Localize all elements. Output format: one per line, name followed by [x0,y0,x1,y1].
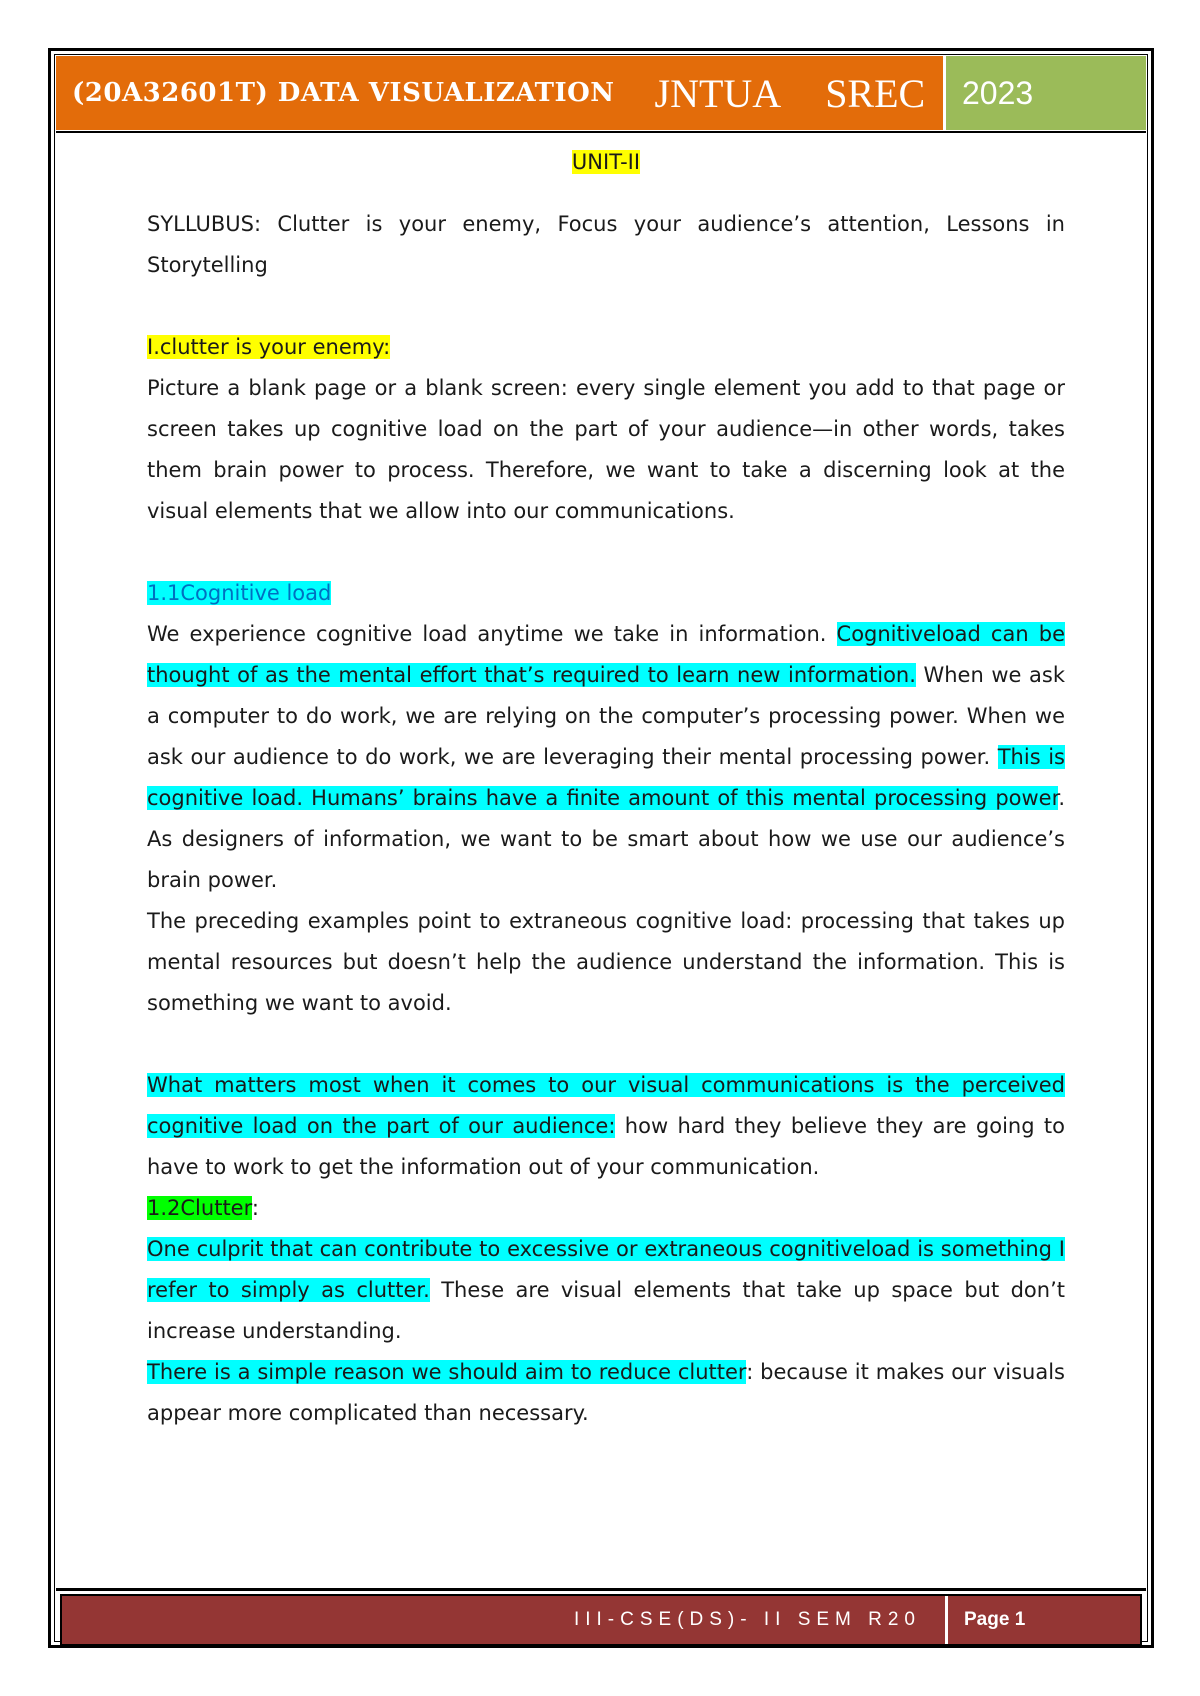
section12-p2-highlight: There is a simple reason we should aim to reduce clutter [147,1360,747,1384]
section12-heading: 1.2Clutter [147,1196,252,1220]
section11-heading: 1.1Cognitive load [147,581,332,605]
section11-paragraph3 [147,1065,1065,1188]
university-name: JNTUA [654,70,782,116]
section11-paragraph1 [147,614,1065,901]
year-label: 2023 [962,74,1034,111]
footer-semester-band [62,1596,948,1644]
section11-paragraph2: The preceding examples point to extraneous cognitive load: processing that takes up mental resources but doesn’t help the audience understand the information. This is something we want to avoid. [147,909,1065,1015]
document-body [147,140,1065,1434]
page-number: Page 1 [964,1609,1026,1630]
section12-p1-text: These are visual elements that take up space but don’t increase understanding. [147,1278,1066,1343]
section1-body: Picture a blank page or a blank screen: every single element you add to that page or screen takes up cognitive load on the part of your audience—in other words, takes them brain power to process. Therefore, we want to take a discerning look at the visual elements that we allow into our communications. [147,376,1065,523]
spacer [147,1024,1065,1065]
section1-heading-line [147,327,1065,368]
unit-title-wrap [147,140,1065,184]
footer-divider [56,1588,1146,1591]
syllabus-text: SYLLUBUS: Clutter is your enemy, Focus your audience’s attention, Lessons in Storytelling [147,212,1065,277]
section11-p1-highlight-b: This is cognitive load. Humans’ brains have a finite amount of this mental processing power [147,745,1065,810]
section12-heading-line [147,1188,1065,1229]
section11-p1-text-c: . As designers of information, we want to be smart about how we use our audience’s brain power. [147,786,1065,892]
section11-p1-highlight-a: Cognitiveload can be thought of as the mental effort that’s required to learn new information. [147,622,1065,687]
section12-paragraph1 [147,1229,1065,1352]
section12-heading-suffix: : [251,1196,259,1220]
section11-p3-highlight: What matters most when it comes to our visual communications is the perceived cognitive load on the part of our audience: [147,1073,1065,1138]
unit-title: UNIT-II [571,150,641,174]
section11-p1-text-b: When we ask a computer to do work, we are relying on the computer’s processing power. When we ask our audience to do work, we are leveraging their mental processing power. [147,663,1065,769]
section12-p2-text: : because it makes our visuals appear more complicated than necessary. [147,1360,1065,1425]
section11-p3-text: how hard they believe they are going to have to work to get the information out of your communication. [147,1114,1065,1179]
header-title-band [56,56,946,130]
section12-paragraph2 [147,1352,1065,1434]
spacer [147,184,1065,204]
header-year-band [946,56,1146,130]
spacer [147,286,1065,327]
college-name: SREC [825,70,926,116]
page-header [56,56,1146,130]
page-footer [60,1594,1142,1646]
section11-p1-text-a: We experience cognitive load anytime we take in information. [147,622,837,646]
section12-p1-highlight: One culprit that can contribute to excessive or extraneous cognitiveload is something I refer to simply as clutter. [147,1237,1065,1302]
course-title: (20A32601T) DATA VISUALIZATION [72,78,615,108]
semester-label: III-CSE(DS)- II SEM R20 [573,1609,921,1630]
spacer [147,532,1065,573]
header-divider [56,131,1146,133]
section11-heading-line [147,573,1065,614]
footer-page-band [948,1596,1140,1644]
section1-heading: I.clutter is your enemy: [147,335,391,359]
